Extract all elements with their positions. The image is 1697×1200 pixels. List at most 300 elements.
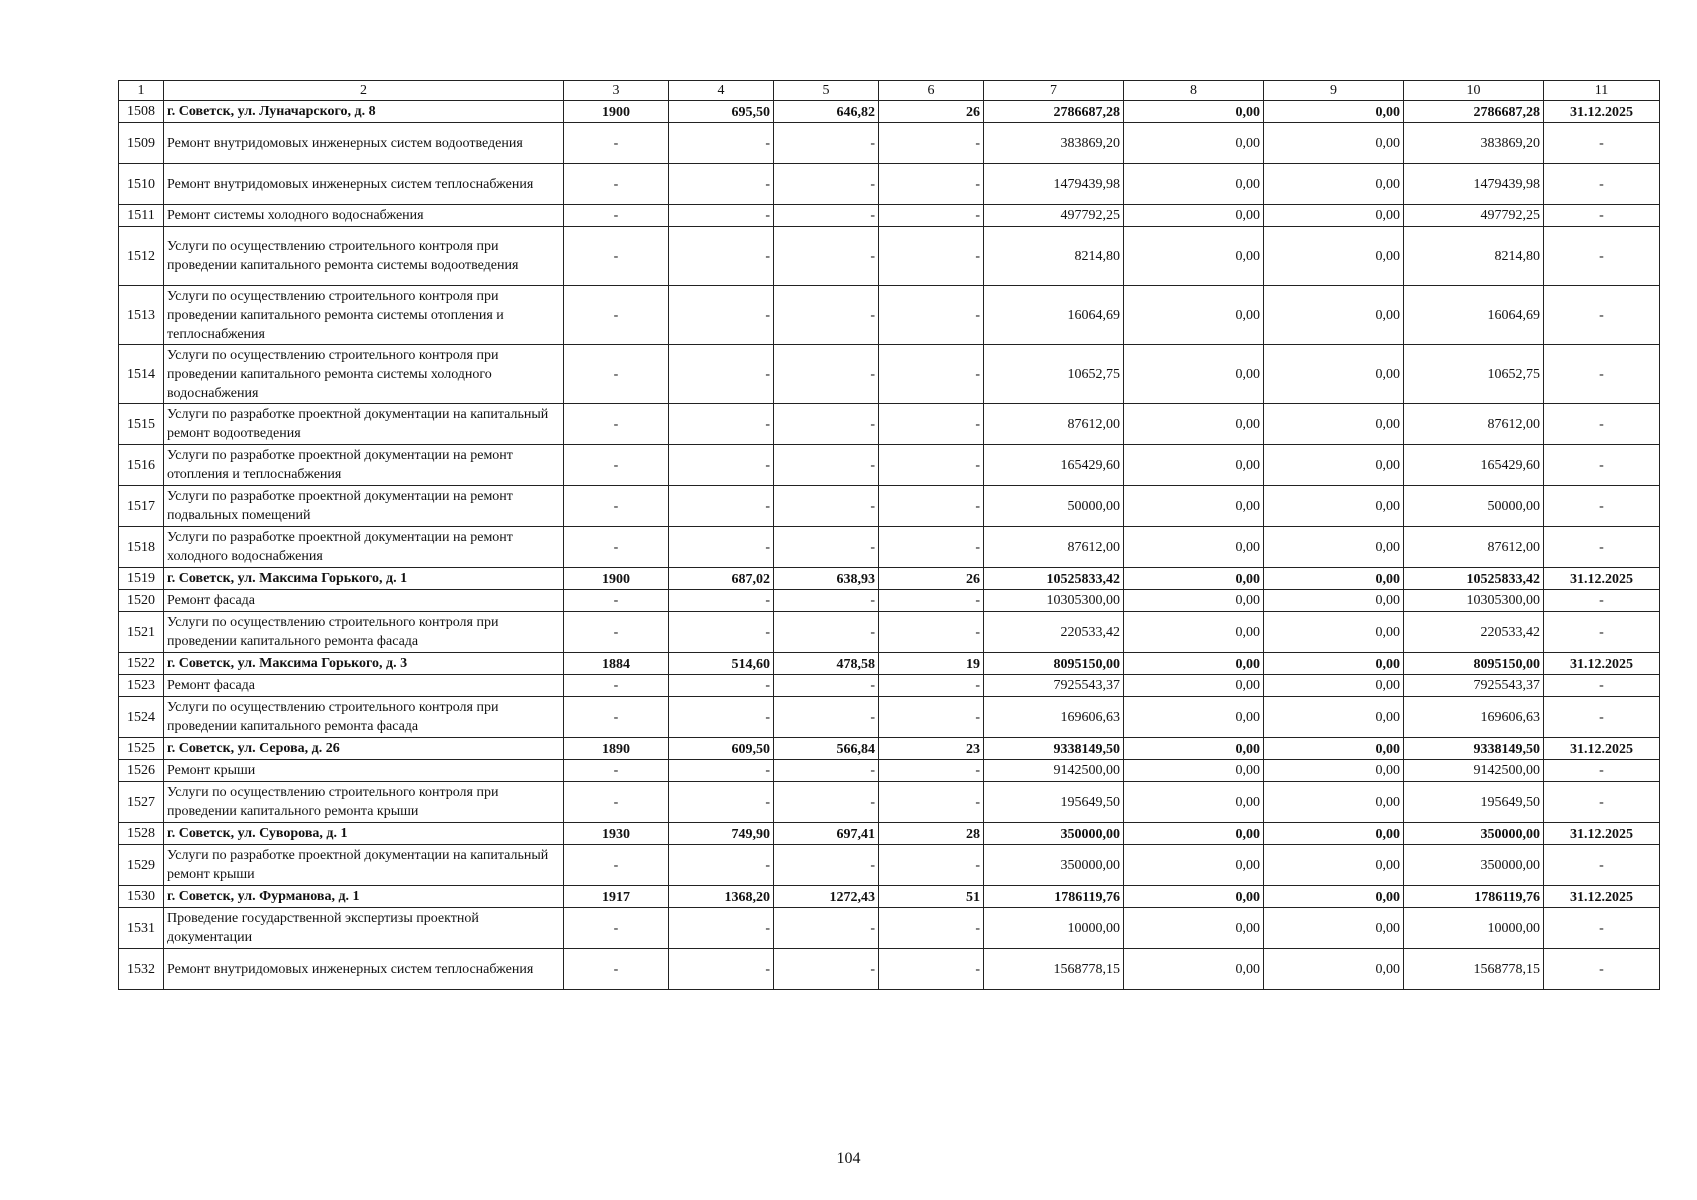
work-name-cell: Услуги по осуществлению строительного контроля при проведении капитального ремонта системы водоотведения [164,227,564,286]
work-name-cell: Услуги по разработке проектной документации на ремонт холодного водоснабжения [164,527,564,568]
work-name-cell: Ремонт крыши [164,760,564,782]
completion-date-cell: - [1544,782,1660,823]
year-cell: 1884 [564,653,669,675]
residents-cell: - [879,445,984,486]
completion-date-cell: - [1544,760,1660,782]
residents-cell: - [879,590,984,612]
work-item-row [119,760,1660,782]
cost-fund-cell: 0,00 [1124,286,1264,345]
residents-cell: - [879,164,984,205]
year-cell: - [564,527,669,568]
completion-date-cell: - [1544,845,1660,886]
work-name-cell: Ремонт внутридомовых инженерных систем теплоснабжения [164,164,564,205]
column-header: 7 [984,81,1124,101]
work-item-row [119,445,1660,486]
year-cell: - [564,404,669,445]
area-living-cell: 638,93 [774,568,879,590]
column-header: 2 [164,81,564,101]
year-cell: - [564,345,669,404]
work-item-row [119,227,1660,286]
completion-date-cell: - [1544,486,1660,527]
cost-budget-cell: 0,00 [1264,949,1404,990]
work-name-cell: Услуги по разработке проектной документации на ремонт подвальных помещений [164,486,564,527]
row-number-cell: 1519 [119,568,164,590]
area-living-cell: - [774,527,879,568]
year-cell: - [564,845,669,886]
completion-date-cell: - [1544,445,1660,486]
area-living-cell: 646,82 [774,101,879,123]
completion-date-cell: - [1544,612,1660,653]
page-number: 104 [836,1150,861,1167]
area-living-cell: - [774,486,879,527]
work-item-row [119,675,1660,697]
document-page [118,80,1659,990]
year-cell: - [564,123,669,164]
residents-cell: - [879,908,984,949]
area-living-cell: - [774,404,879,445]
cost-fund-cell: 0,00 [1124,404,1264,445]
cost-total-cell: 10525833,42 [984,568,1124,590]
work-name-cell: Услуги по разработке проектной документации на капитальный ремонт крыши [164,845,564,886]
work-name-cell: Услуги по осуществлению строительного контроля при проведении капитального ремонта фасада [164,612,564,653]
completion-date-cell: - [1544,697,1660,738]
cost-fund-cell: 0,00 [1124,612,1264,653]
row-number-cell: 1527 [119,782,164,823]
cost-owners-cell: 497792,25 [1404,205,1544,227]
cost-total-cell: 1479439,98 [984,164,1124,205]
work-name-cell: Ремонт фасада [164,590,564,612]
area-total-cell: - [669,697,774,738]
work-item-row [119,286,1660,345]
cost-owners-cell: 1568778,15 [1404,949,1544,990]
row-number-cell: 1526 [119,760,164,782]
row-number-cell: 1518 [119,527,164,568]
cost-fund-cell: 0,00 [1124,445,1264,486]
residents-cell: - [879,345,984,404]
area-living-cell: 1272,43 [774,886,879,908]
completion-date-cell: - [1544,404,1660,445]
row-number-cell: 1520 [119,590,164,612]
cost-owners-cell: 8214,80 [1404,227,1544,286]
cost-total-cell: 8095150,00 [984,653,1124,675]
row-number-cell: 1512 [119,227,164,286]
cost-fund-cell: 0,00 [1124,590,1264,612]
residents-cell: - [879,949,984,990]
completion-date-cell: 31.12.2025 [1544,653,1660,675]
row-number-cell: 1521 [119,612,164,653]
area-living-cell: - [774,675,879,697]
residents-cell: - [879,486,984,527]
area-total-cell: - [669,286,774,345]
address-row [119,886,1660,908]
work-item-row [119,404,1660,445]
completion-date-cell: - [1544,675,1660,697]
work-name-cell: г. Советск, ул. Максима Горького, д. 1 [164,568,564,590]
year-cell: - [564,205,669,227]
row-number-cell: 1530 [119,886,164,908]
cost-total-cell: 1568778,15 [984,949,1124,990]
cost-owners-cell: 1479439,98 [1404,164,1544,205]
work-name-cell: Услуги по осуществлению строительного контроля при проведении капитального ремонта крыши [164,782,564,823]
cost-owners-cell: 8095150,00 [1404,653,1544,675]
year-cell: - [564,612,669,653]
cost-total-cell: 220533,42 [984,612,1124,653]
cost-owners-cell: 10652,75 [1404,345,1544,404]
area-living-cell: - [774,205,879,227]
area-living-cell: - [774,697,879,738]
work-name-cell: Услуги по разработке проектной документации на капитальный ремонт водоотведения [164,404,564,445]
year-cell: - [564,227,669,286]
cost-budget-cell: 0,00 [1264,738,1404,760]
cost-total-cell: 169606,63 [984,697,1124,738]
area-total-cell: - [669,123,774,164]
cost-fund-cell: 0,00 [1124,760,1264,782]
residents-cell: - [879,782,984,823]
area-living-cell: - [774,445,879,486]
cost-owners-cell: 10525833,42 [1404,568,1544,590]
area-total-cell: 695,50 [669,101,774,123]
completion-date-cell: - [1544,527,1660,568]
cost-total-cell: 195649,50 [984,782,1124,823]
cost-fund-cell: 0,00 [1124,227,1264,286]
residents-cell: - [879,760,984,782]
area-living-cell: - [774,286,879,345]
area-total-cell: - [669,675,774,697]
cost-owners-cell: 9338149,50 [1404,738,1544,760]
cost-fund-cell: 0,00 [1124,782,1264,823]
cost-total-cell: 10305300,00 [984,590,1124,612]
cost-budget-cell: 0,00 [1264,445,1404,486]
cost-budget-cell: 0,00 [1264,404,1404,445]
area-total-cell: - [669,164,774,205]
residents-cell: - [879,205,984,227]
cost-budget-cell: 0,00 [1264,590,1404,612]
row-number-cell: 1528 [119,823,164,845]
residents-cell: - [879,123,984,164]
cost-owners-cell: 220533,42 [1404,612,1544,653]
work-item-row [119,345,1660,404]
column-header: 10 [1404,81,1544,101]
area-living-cell: - [774,227,879,286]
cost-fund-cell: 0,00 [1124,675,1264,697]
residents-cell: - [879,286,984,345]
cost-budget-cell: 0,00 [1264,101,1404,123]
work-item-row [119,205,1660,227]
residents-cell: - [879,612,984,653]
residents-cell: - [879,527,984,568]
column-header: 5 [774,81,879,101]
cost-total-cell: 383869,20 [984,123,1124,164]
work-item-row [119,123,1660,164]
column-number-header-row [119,81,1660,101]
address-row [119,568,1660,590]
completion-date-cell: - [1544,227,1660,286]
capital-repair-table [118,80,1660,990]
work-name-cell: Ремонт системы холодного водоснабжения [164,205,564,227]
cost-total-cell: 1786119,76 [984,886,1124,908]
cost-total-cell: 16064,69 [984,286,1124,345]
work-item-row [119,782,1660,823]
cost-owners-cell: 10305300,00 [1404,590,1544,612]
area-total-cell: 609,50 [669,738,774,760]
area-living-cell: - [774,123,879,164]
work-item-row [119,527,1660,568]
year-cell: - [564,286,669,345]
cost-budget-cell: 0,00 [1264,164,1404,205]
cost-owners-cell: 2786687,28 [1404,101,1544,123]
year-cell: 1900 [564,101,669,123]
year-cell: - [564,445,669,486]
completion-date-cell: - [1544,123,1660,164]
row-number-cell: 1522 [119,653,164,675]
area-living-cell: - [774,590,879,612]
residents-cell: 23 [879,738,984,760]
cost-budget-cell: 0,00 [1264,286,1404,345]
cost-fund-cell: 0,00 [1124,697,1264,738]
cost-owners-cell: 350000,00 [1404,845,1544,886]
area-total-cell: - [669,760,774,782]
work-name-cell: Ремонт внутридомовых инженерных систем водоотведения [164,123,564,164]
cost-budget-cell: 0,00 [1264,697,1404,738]
cost-owners-cell: 195649,50 [1404,782,1544,823]
cost-fund-cell: 0,00 [1124,205,1264,227]
work-name-cell: Услуги по осуществлению строительного контроля при проведении капитального ремонта фасада [164,697,564,738]
work-item-row [119,908,1660,949]
column-header: 1 [119,81,164,101]
work-item-row [119,486,1660,527]
completion-date-cell: 31.12.2025 [1544,568,1660,590]
cost-owners-cell: 87612,00 [1404,527,1544,568]
cost-owners-cell: 50000,00 [1404,486,1544,527]
residents-cell: 51 [879,886,984,908]
cost-total-cell: 9142500,00 [984,760,1124,782]
completion-date-cell: - [1544,949,1660,990]
work-name-cell: г. Советск, ул. Луначарского, д. 8 [164,101,564,123]
cost-budget-cell: 0,00 [1264,782,1404,823]
work-name-cell: Проведение государственной экспертизы проектной документации [164,908,564,949]
cost-budget-cell: 0,00 [1264,527,1404,568]
area-living-cell: 697,41 [774,823,879,845]
work-name-cell: г. Советск, ул. Серова, д. 26 [164,738,564,760]
cost-budget-cell: 0,00 [1264,123,1404,164]
cost-owners-cell: 7925543,37 [1404,675,1544,697]
row-number-cell: 1532 [119,949,164,990]
work-item-row [119,697,1660,738]
work-name-cell: Услуги по разработке проектной документации на ремонт отопления и теплоснабжения [164,445,564,486]
cost-fund-cell: 0,00 [1124,527,1264,568]
area-total-cell: - [669,949,774,990]
residents-cell: - [879,404,984,445]
area-living-cell: - [774,949,879,990]
cost-total-cell: 350000,00 [984,845,1124,886]
cost-budget-cell: 0,00 [1264,760,1404,782]
cost-total-cell: 10652,75 [984,345,1124,404]
work-name-cell: г. Советск, ул. Суворова, д. 1 [164,823,564,845]
column-header: 8 [1124,81,1264,101]
cost-budget-cell: 0,00 [1264,205,1404,227]
cost-owners-cell: 383869,20 [1404,123,1544,164]
completion-date-cell: - [1544,164,1660,205]
cost-total-cell: 497792,25 [984,205,1124,227]
area-living-cell: - [774,782,879,823]
residents-cell: - [879,227,984,286]
cost-owners-cell: 10000,00 [1404,908,1544,949]
row-number-cell: 1511 [119,205,164,227]
work-name-cell: Услуги по осуществлению строительного контроля при проведении капитального ремонта системы отопления и теплоснабжения [164,286,564,345]
work-item-row [119,164,1660,205]
year-cell: - [564,697,669,738]
cost-owners-cell: 1786119,76 [1404,886,1544,908]
completion-date-cell: 31.12.2025 [1544,886,1660,908]
table-body [119,81,1660,990]
area-total-cell: - [669,486,774,527]
cost-fund-cell: 0,00 [1124,845,1264,886]
cost-fund-cell: 0,00 [1124,345,1264,404]
work-name-cell: Ремонт фасада [164,675,564,697]
cost-fund-cell: 0,00 [1124,123,1264,164]
work-item-row [119,612,1660,653]
work-item-row [119,590,1660,612]
cost-owners-cell: 9142500,00 [1404,760,1544,782]
cost-total-cell: 7925543,37 [984,675,1124,697]
address-row [119,653,1660,675]
column-header: 3 [564,81,669,101]
cost-budget-cell: 0,00 [1264,568,1404,590]
area-total-cell: - [669,612,774,653]
cost-owners-cell: 169606,63 [1404,697,1544,738]
completion-date-cell: - [1544,205,1660,227]
cost-fund-cell: 0,00 [1124,164,1264,205]
year-cell: - [564,486,669,527]
column-header: 9 [1264,81,1404,101]
address-row [119,738,1660,760]
year-cell: 1890 [564,738,669,760]
column-header: 4 [669,81,774,101]
area-living-cell: - [774,345,879,404]
cost-owners-cell: 165429,60 [1404,445,1544,486]
completion-date-cell: - [1544,908,1660,949]
cost-budget-cell: 0,00 [1264,823,1404,845]
residents-cell: 26 [879,101,984,123]
row-number-cell: 1515 [119,404,164,445]
area-total-cell: 1368,20 [669,886,774,908]
cost-total-cell: 8214,80 [984,227,1124,286]
area-total-cell: 687,02 [669,568,774,590]
residents-cell: - [879,697,984,738]
completion-date-cell: 31.12.2025 [1544,101,1660,123]
cost-total-cell: 10000,00 [984,908,1124,949]
year-cell: 1900 [564,568,669,590]
residents-cell: 19 [879,653,984,675]
year-cell: - [564,590,669,612]
work-name-cell: г. Советск, ул. Максима Горького, д. 3 [164,653,564,675]
work-name-cell: Услуги по осуществлению строительного контроля при проведении капитального ремонта системы холодного водоснабжения [164,345,564,404]
column-header: 11 [1544,81,1660,101]
cost-budget-cell: 0,00 [1264,675,1404,697]
completion-date-cell: - [1544,590,1660,612]
area-total-cell: - [669,590,774,612]
row-number-cell: 1517 [119,486,164,527]
completion-date-cell: 31.12.2025 [1544,738,1660,760]
residents-cell: - [879,845,984,886]
cost-fund-cell: 0,00 [1124,738,1264,760]
work-item-row [119,949,1660,990]
row-number-cell: 1529 [119,845,164,886]
cost-budget-cell: 0,00 [1264,653,1404,675]
address-row [119,823,1660,845]
completion-date-cell: 31.12.2025 [1544,823,1660,845]
area-total-cell: - [669,227,774,286]
cost-budget-cell: 0,00 [1264,845,1404,886]
row-number-cell: 1531 [119,908,164,949]
row-number-cell: 1516 [119,445,164,486]
area-living-cell: 478,58 [774,653,879,675]
row-number-cell: 1525 [119,738,164,760]
cost-fund-cell: 0,00 [1124,886,1264,908]
year-cell: - [564,760,669,782]
cost-fund-cell: 0,00 [1124,568,1264,590]
year-cell: - [564,164,669,205]
area-total-cell: - [669,782,774,823]
row-number-cell: 1523 [119,675,164,697]
cost-total-cell: 165429,60 [984,445,1124,486]
cost-total-cell: 87612,00 [984,404,1124,445]
area-living-cell: - [774,908,879,949]
row-number-cell: 1510 [119,164,164,205]
cost-budget-cell: 0,00 [1264,908,1404,949]
column-header: 6 [879,81,984,101]
cost-budget-cell: 0,00 [1264,345,1404,404]
area-total-cell: - [669,845,774,886]
cost-fund-cell: 0,00 [1124,823,1264,845]
area-total-cell: - [669,205,774,227]
year-cell: - [564,949,669,990]
area-living-cell: - [774,164,879,205]
year-cell: 1930 [564,823,669,845]
cost-total-cell: 2786687,28 [984,101,1124,123]
residents-cell: 26 [879,568,984,590]
area-living-cell: - [774,845,879,886]
cost-fund-cell: 0,00 [1124,653,1264,675]
row-number-cell: 1509 [119,123,164,164]
area-total-cell: - [669,345,774,404]
work-name-cell: Ремонт внутридомовых инженерных систем теплоснабжения [164,949,564,990]
area-total-cell: - [669,445,774,486]
area-total-cell: - [669,404,774,445]
area-total-cell: - [669,908,774,949]
year-cell: - [564,675,669,697]
row-number-cell: 1508 [119,101,164,123]
residents-cell: - [879,675,984,697]
work-item-row [119,845,1660,886]
residents-cell: 28 [879,823,984,845]
cost-total-cell: 50000,00 [984,486,1124,527]
area-total-cell: 514,60 [669,653,774,675]
cost-total-cell: 87612,00 [984,527,1124,568]
cost-budget-cell: 0,00 [1264,227,1404,286]
completion-date-cell: - [1544,286,1660,345]
cost-owners-cell: 16064,69 [1404,286,1544,345]
row-number-cell: 1524 [119,697,164,738]
cost-fund-cell: 0,00 [1124,486,1264,527]
row-number-cell: 1514 [119,345,164,404]
cost-fund-cell: 0,00 [1124,949,1264,990]
area-living-cell: - [774,760,879,782]
address-row [119,101,1660,123]
cost-budget-cell: 0,00 [1264,486,1404,527]
area-living-cell: 566,84 [774,738,879,760]
year-cell: 1917 [564,886,669,908]
